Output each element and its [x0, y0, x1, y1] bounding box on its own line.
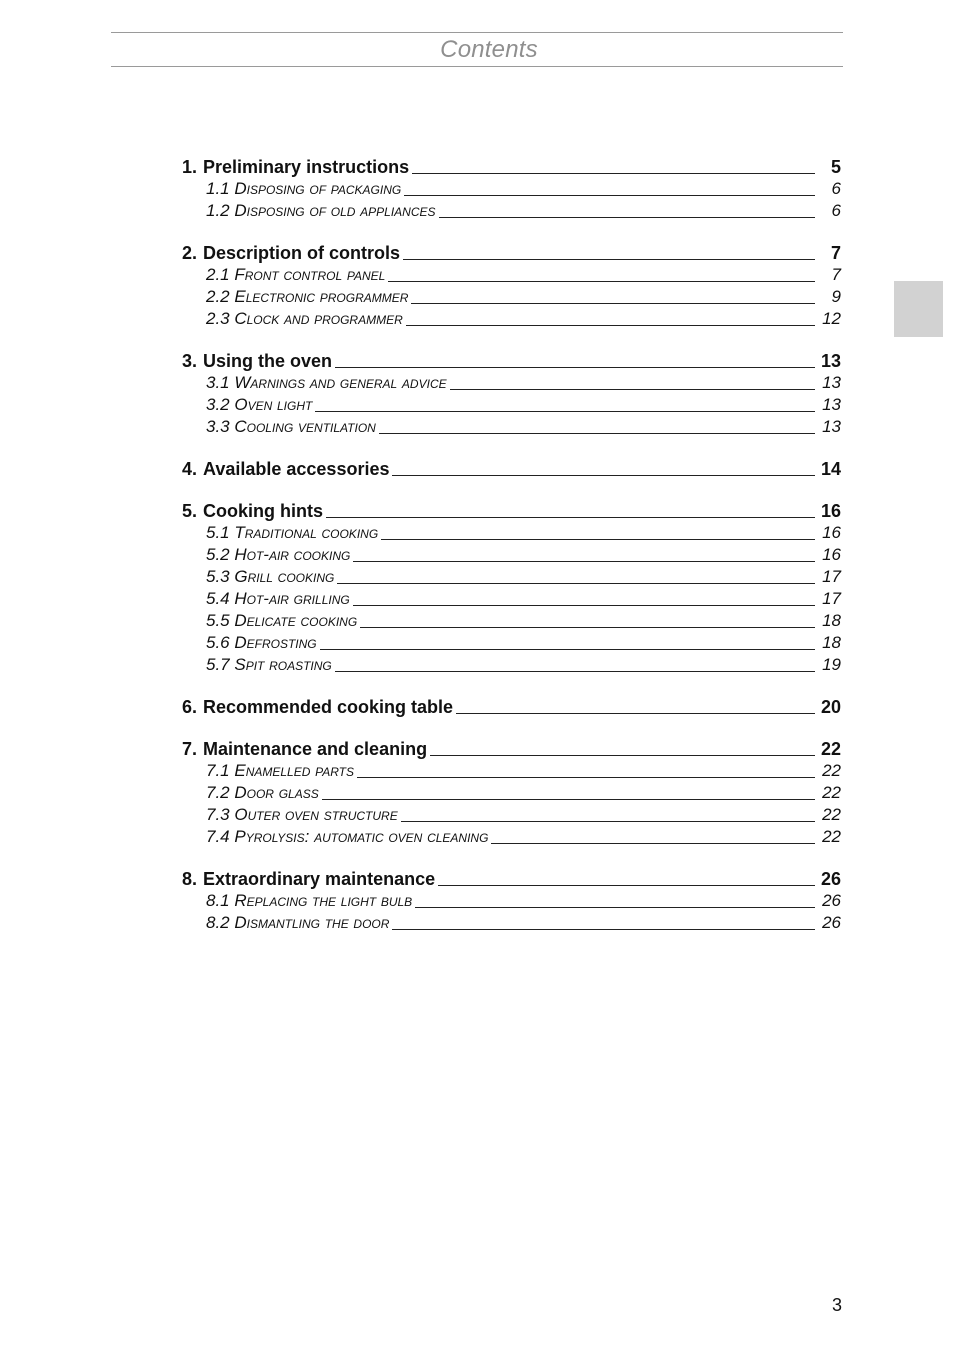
toc-subsection-title: 2.3 Clock and programmer [206, 309, 403, 328]
toc-leader-line [415, 893, 815, 908]
toc-leader-line [335, 657, 815, 672]
toc-chapter-entry[interactable] [182, 242, 841, 264]
toc-subsection-page: 22 [822, 783, 841, 802]
toc-leader-line [353, 547, 815, 562]
toc-subsection-page: 6 [831, 179, 841, 198]
toc-section [182, 242, 841, 330]
toc-subsection-page: 13 [822, 395, 841, 414]
toc-subsection-title: 8.1 Replacing the light bulb [206, 891, 413, 910]
toc-chapter-title: Extraordinary maintenance [203, 869, 436, 889]
toc-section [182, 156, 841, 222]
toc-subsection-title: 5.4 Hot-air grilling [206, 589, 350, 608]
toc-chapter-number: 5. [182, 501, 198, 521]
toc-subsection-entry[interactable] [182, 286, 841, 308]
toc-chapter-title: Preliminary instructions [203, 157, 410, 177]
toc-subsection-title: 3.2 Oven light [206, 395, 313, 414]
toc-subsection-entry[interactable] [182, 782, 841, 804]
toc-subsection-entry[interactable] [182, 264, 841, 286]
toc-section [182, 500, 841, 676]
toc-subsection-entry[interactable] [182, 654, 841, 676]
toc-leader-line [326, 503, 815, 518]
toc-chapter-page: 20 [820, 697, 841, 717]
toc-subsection-entry[interactable] [182, 394, 841, 416]
toc-subsection-entry[interactable] [182, 416, 841, 438]
toc-chapter-number: 4. [182, 459, 198, 479]
toc-leader-line [406, 311, 815, 326]
toc-subsection-page: 22 [822, 761, 841, 780]
toc-subsection-entry[interactable] [182, 522, 841, 544]
toc-chapter-number: 3. [182, 351, 198, 371]
toc-chapter-title: Using the oven [203, 351, 333, 371]
toc-chapter-page: 16 [820, 501, 841, 521]
toc-subsection-page: 18 [822, 633, 841, 652]
table-of-contents [182, 156, 841, 954]
toc-leader-line [337, 569, 815, 584]
toc-subsection-page: 17 [822, 589, 841, 608]
side-tab-marker [894, 281, 943, 337]
toc-subsection-title: 5.3 Grill cooking [206, 567, 335, 586]
toc-leader-line [357, 763, 815, 778]
header-bottom-rule [111, 66, 843, 67]
toc-leader-line [411, 289, 815, 304]
toc-subsection-title: 7.4 Pyrolysis: automatic oven cleaning [206, 827, 489, 846]
toc-subsection-page: 16 [822, 545, 841, 564]
page-title: Contents [440, 36, 538, 63]
toc-leader-line [430, 741, 815, 756]
toc-subsection-entry[interactable] [182, 912, 841, 934]
toc-leader-line [403, 245, 815, 260]
toc-chapter-page: 22 [820, 739, 841, 759]
toc-subsection-entry[interactable] [182, 544, 841, 566]
toc-subsection-title: 7.3 Outer oven structure [206, 805, 398, 824]
toc-leader-line [315, 397, 815, 412]
toc-chapter-page: 13 [820, 351, 841, 371]
toc-chapter-page: 26 [820, 869, 841, 889]
toc-subsection-entry[interactable] [182, 804, 841, 826]
toc-subsection-title: 7.1 Enamelled parts [206, 761, 355, 780]
toc-subsection-entry[interactable] [182, 610, 841, 632]
toc-subsection-page: 26 [822, 891, 841, 910]
toc-subsection-title: 3.1 Warnings and general advice [206, 373, 447, 392]
toc-leader-line [360, 613, 815, 628]
toc-subsection-entry[interactable] [182, 760, 841, 782]
toc-subsection-page: 12 [822, 309, 841, 328]
toc-subsection-title: 5.6 Defrosting [206, 633, 317, 652]
toc-chapter-title: Maintenance and cleaning [203, 739, 428, 759]
toc-subsection-title: 8.2 Dismantling the door [206, 913, 390, 932]
toc-section [182, 868, 841, 934]
toc-leader-line [381, 525, 815, 540]
toc-chapter-number: 7. [182, 739, 198, 759]
toc-subsection-entry[interactable] [182, 372, 841, 394]
toc-chapter-title: Description of controls [203, 243, 401, 263]
toc-leader-line [412, 159, 815, 174]
toc-chapter-title: Cooking hints [203, 501, 324, 521]
toc-subsection-title: 5.1 Traditional cooking [206, 523, 379, 542]
toc-subsection-page: 6 [831, 201, 841, 220]
toc-subsection-title: 5.2 Hot-air cooking [206, 545, 351, 564]
toc-subsection-entry[interactable] [182, 632, 841, 654]
toc-chapter-entry[interactable] [182, 156, 841, 178]
toc-leader-line [388, 267, 815, 282]
toc-subsection-page: 22 [822, 827, 841, 846]
toc-subsection-page: 16 [822, 523, 841, 542]
toc-subsection-page: 9 [831, 287, 841, 306]
toc-chapter-entry[interactable] [182, 350, 841, 372]
toc-chapter-page: 14 [820, 459, 841, 479]
toc-leader-line [353, 591, 815, 606]
toc-leader-line [439, 203, 815, 218]
toc-leader-line [450, 375, 815, 390]
toc-chapter-page: 5 [830, 157, 841, 177]
toc-leader-line [392, 915, 815, 930]
toc-subsection-title: 2.2 Electronic programmer [206, 287, 409, 306]
toc-subsection-page: 17 [822, 567, 841, 586]
toc-leader-line [379, 419, 815, 434]
toc-leader-line [392, 461, 815, 476]
toc-leader-line [491, 829, 815, 844]
toc-leader-line [401, 807, 815, 822]
toc-leader-line [335, 353, 815, 368]
toc-subsection-page: 18 [822, 611, 841, 630]
toc-section [182, 738, 841, 848]
toc-chapter-entry[interactable] [182, 500, 841, 522]
toc-subsection-entry[interactable] [182, 588, 841, 610]
toc-section [182, 458, 841, 480]
toc-chapter-entry[interactable] [182, 868, 841, 890]
header-top-rule [111, 32, 843, 33]
toc-subsection-page: 13 [822, 373, 841, 392]
toc-subsection-title: 7.2 Door glass [206, 783, 319, 802]
toc-chapter-number: 2. [182, 243, 198, 263]
toc-subsection-title: 3.3 Cooling ventilation [206, 417, 376, 436]
toc-chapter-title: Available accessories [203, 459, 390, 479]
toc-chapter-entry[interactable] [182, 696, 841, 718]
toc-chapter-number: 1. [182, 157, 198, 177]
toc-chapter-title: Recommended cooking table [203, 697, 454, 717]
page-number: 3 [831, 1295, 842, 1315]
toc-subsection-entry[interactable] [182, 200, 841, 222]
toc-leader-line [322, 785, 815, 800]
toc-subsection-entry[interactable] [182, 826, 841, 848]
toc-leader-line [438, 871, 815, 886]
toc-subsection-page: 26 [822, 913, 841, 932]
toc-subsection-entry[interactable] [182, 178, 841, 200]
toc-subsection-title: 5.5 Delicate cooking [206, 611, 358, 630]
toc-chapter-number: 8. [182, 869, 198, 889]
toc-subsection-page: 7 [831, 265, 841, 284]
toc-subsection-title: 2.1 Front control panel [206, 265, 386, 284]
toc-chapter-entry[interactable] [182, 458, 841, 480]
toc-subsection-page: 22 [822, 805, 841, 824]
toc-chapter-page: 7 [830, 243, 841, 263]
toc-leader-line [456, 699, 815, 714]
toc-leader-line [404, 181, 815, 196]
toc-subsection-entry[interactable] [182, 566, 841, 588]
toc-subsection-title: 1.2 Disposing of old appliances [206, 201, 436, 220]
toc-subsection-entry[interactable] [182, 890, 841, 912]
toc-chapter-entry[interactable] [182, 738, 841, 760]
toc-subsection-title: 1.1 Disposing of packaging [206, 179, 402, 198]
toc-subsection-page: 19 [822, 655, 841, 674]
toc-section [182, 696, 841, 718]
toc-subsection-title: 5.7 Spit roasting [206, 655, 332, 674]
toc-chapter-number: 6. [182, 697, 198, 717]
toc-subsection-page: 13 [822, 417, 841, 436]
toc-leader-line [320, 635, 815, 650]
toc-section [182, 350, 841, 438]
toc-subsection-entry[interactable] [182, 308, 841, 330]
